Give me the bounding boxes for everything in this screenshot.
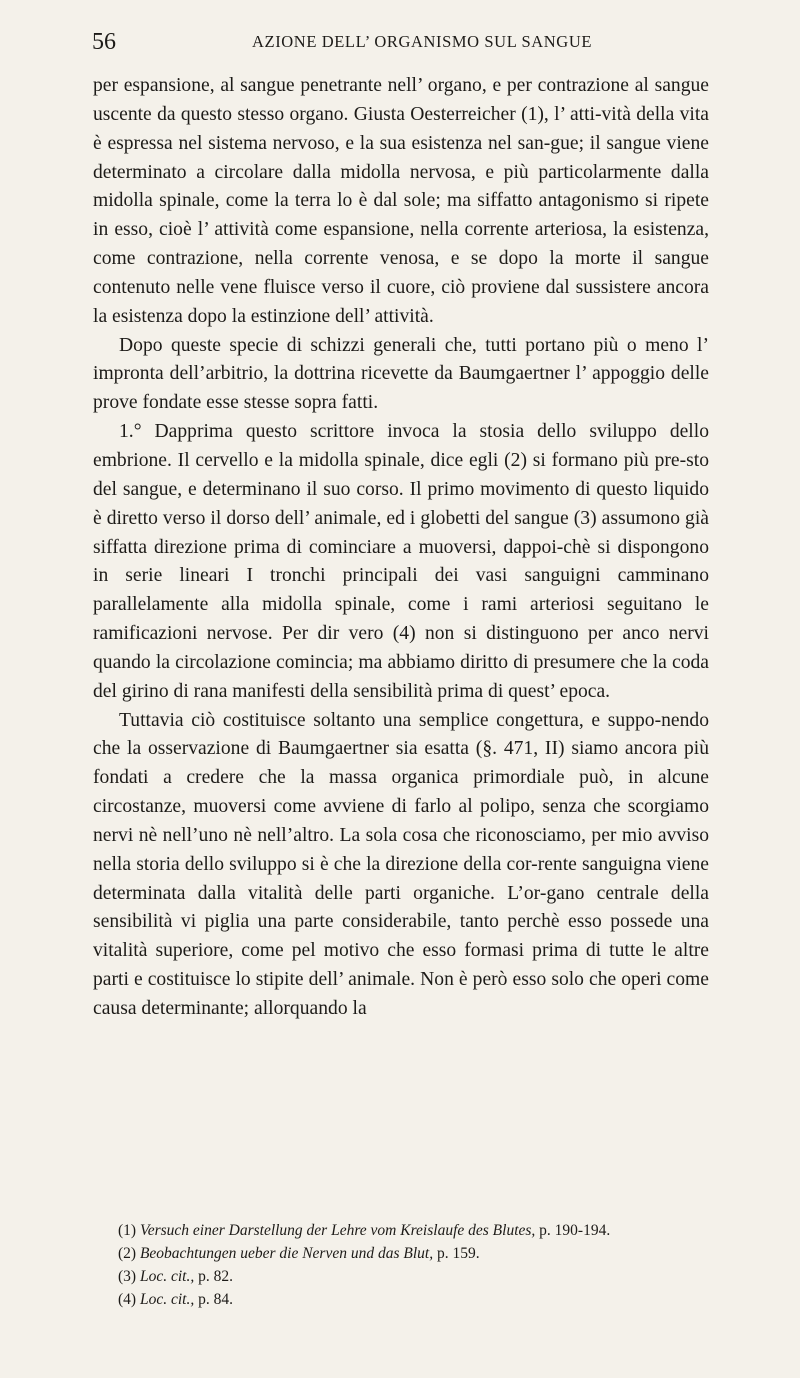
footnote-pages: p. 82. (198, 1268, 233, 1285)
footnote-pages: p. 84. (198, 1291, 233, 1308)
footnote-4 (118, 1288, 718, 1311)
running-title: AZIONE DELL’ ORGANISMO SUL SANGUE (252, 32, 593, 51)
footnote-2 (118, 1242, 718, 1265)
footnote-title: Versuch einer Darstellung der Lehre vom Kreislaufe des Blutes, (139, 1222, 536, 1239)
footnote-marker: (4) (118, 1291, 137, 1308)
footnotes (118, 1219, 718, 1311)
footnote-pages: p. 159. (436, 1245, 480, 1262)
running-header (92, 24, 722, 60)
paragraph-3: 1.° Dapprima questo scrittore invoca la stosia dello sviluppo dello embrione. Il cervello e la midolla spinale, dice egli (2) si formano più pre-sto del sangue, e determinano il suo corso. Il primo movimento di questo liquido è diretto verso il dorso dell’ animale, ed i globetti del sangue (3) assumono già siffatta direzione prima di cominciare a muoversi, dappoi-chè si dispongono in serie lineari I tronchi principali dei vasi sanguigni camminano parallelamente alla midolla spinale, come i rami arteriosi seguitano le ramificazioni nervose. Per dir vero (4) non si distinguono per anco nervi quando la circolazione comincia; ma abbiamo diritto di presumere che la coda del girino di rana manifesti della sensibilità prima di quest’ epoca. (93, 421, 709, 702)
page-number: 56 (92, 29, 116, 55)
footnote-3 (118, 1265, 718, 1288)
footnote-pages: p. 190-194. (539, 1222, 611, 1239)
footnote-title: Loc. cit., (139, 1268, 195, 1285)
body-text (93, 72, 709, 1024)
paragraph-4: Tuttavia ciò costituisce soltanto una semplice congettura, e suppo-nendo che la osservazione di Baumgaertner sia esatta (§. 471, II) siamo ancora più fondati a credere che la massa organica primordiale può, in alcune circostanze, muoversi come avviene di farlo al polipo, senza che scorgiamo nervi nè nell’uno nè nell’altro. La sola cosa che riconosciamo, per mio avviso nella storia dello sviluppo si è che la direzione della cor-rente sanguigna viene determinata dalla vitalità delle parti organiche. L’or-gano centrale della sensibilità vi piglia una parte considerabile, tanto perchè esso possede una vitalità superiore, come pel motivo che esso formasi prima di tutte le altre parti e costituisce lo stipite dell’ animale. Non è però esso solo che operi come causa determinante; allorquando la (93, 709, 709, 1019)
paragraph-2: Dopo queste specie di schizzi generali che, tutti portano più o meno l’ impronta dell’arbitrio, la dottrina ricevette da Baumgaertner l’ appoggio delle prove fondate esse stesse sopra fatti. (93, 334, 709, 414)
footnote-1 (118, 1219, 718, 1242)
footnote-marker: (2) (118, 1245, 137, 1262)
paragraph-1: per espansione, al sangue penetrante nell’ organo, e per contrazione al sangue uscente da questo stesso organo. Giusta Oesterreicher (1), l’ atti-vità della vita è espressa nel sistema nervoso, e la sua esistenza nel san-gue; il sangue viene determinato a circolare dalla midolla nervosa, e più particolarmente dalla midolla spinale, come la terra lo è dal sole; ma siffatto antagonismo si ripete in esso, cioè l’ attività come espansione, nella corrente arteriosa, la esistenza, come contrazione, nella corrente venosa, e se dopo la morte il sangue contenuto nelle vene fluisce verso il cuore, ciò proviene dal sussistere ancora la esistenza dopo la estinzione dell’ attività. (93, 75, 709, 327)
footnote-marker: (3) (118, 1268, 137, 1285)
footnote-title: Loc. cit., (139, 1291, 195, 1308)
footnote-marker: (1) (118, 1222, 137, 1239)
footnote-title: Beobachtungen ueber die Nerven und das Blut, (139, 1245, 434, 1262)
